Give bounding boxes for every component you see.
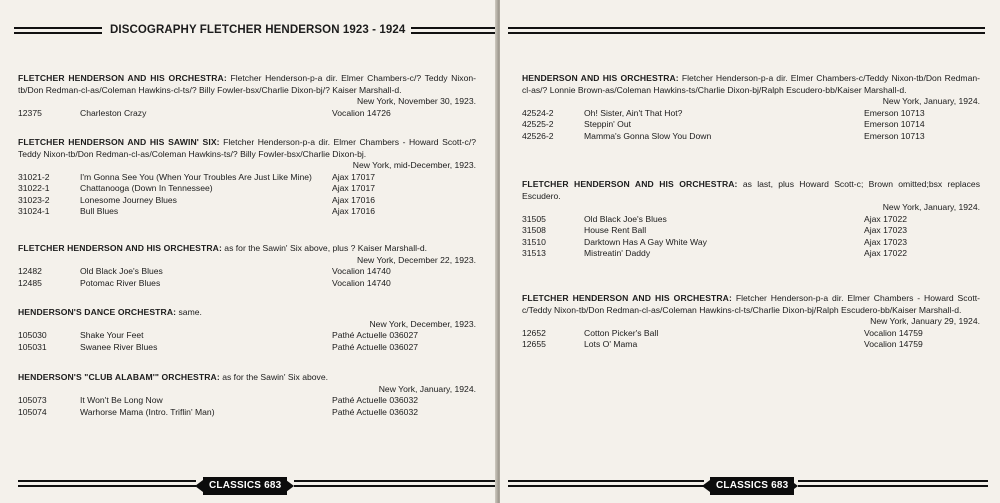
track-row xyxy=(522,225,980,237)
matrix-number: 105074 xyxy=(18,406,47,417)
personnel-text: as for the Sawin' Six above. xyxy=(219,372,328,382)
session-block xyxy=(522,179,980,260)
record-label: Pathé Actuelle 036032 xyxy=(332,395,419,405)
session-lineup xyxy=(18,243,476,255)
band-name: FLETCHER HENDERSON AND HIS SAWIN' SIX: xyxy=(18,137,220,147)
track-title: Steppin' Out xyxy=(584,119,632,129)
band-name: FLETCHER HENDERSON AND HIS ORCHESTRA: xyxy=(522,179,738,189)
track-title: Charleston Crazy xyxy=(80,107,147,118)
track-title: Mistreatin' Daddy xyxy=(584,248,651,258)
track-title: Old Black Joe's Blues xyxy=(80,266,163,276)
personnel-text: Fletcher Henderson-p-a dir. Elmer Chambers - Howard Scott-c/Teddy Nixon-tb/Don Redman-cl-as/Coleman Hawkins-cl-ts/Charlie Dixon-bj/Ralph Escudero-bb/Kaiser Marshall-d. xyxy=(522,293,980,315)
track-title: Swanee River Blues xyxy=(80,341,158,352)
page-title: DISCOGRAPHY FLETCHER HENDERSON 1923 - 1924 xyxy=(104,24,411,36)
session-place-date: New York, November 30, 1923. xyxy=(357,96,476,106)
matrix-number: 31510 xyxy=(522,236,546,247)
band-name: HENDERSON AND HIS ORCHESTRA: xyxy=(522,73,679,83)
track-row xyxy=(522,214,980,226)
matrix-number: 12375 xyxy=(18,107,42,118)
record-label: Pathé Actuelle 036027 xyxy=(332,330,419,340)
track-row xyxy=(522,248,980,260)
track-row xyxy=(522,339,980,351)
track-row xyxy=(18,278,476,290)
track-title: Lots O' Mama xyxy=(584,339,638,349)
record-label: Emerson 10713 xyxy=(864,130,925,141)
record-label: Vocalion 14740 xyxy=(332,277,391,288)
left-page xyxy=(0,0,496,503)
header-rule-right-page xyxy=(508,27,985,34)
track-row xyxy=(18,108,476,120)
track-row xyxy=(522,119,980,131)
matrix-number: 105030 xyxy=(18,330,47,340)
session-lineup xyxy=(522,73,980,96)
record-label: Vocalion 14759 xyxy=(864,339,923,349)
track-title: Shake Your Feet xyxy=(80,330,144,340)
matrix-number: 42525-2 xyxy=(522,119,554,129)
matrix-number: 42526-2 xyxy=(522,130,554,141)
track-row xyxy=(522,328,980,340)
matrix-number: 12655 xyxy=(522,339,546,349)
record-label: Emerson 10713 xyxy=(864,107,925,118)
track-row xyxy=(18,266,476,278)
record-label: Emerson 10714 xyxy=(864,119,925,129)
matrix-number: 12482 xyxy=(18,266,42,276)
record-label: Ajax 17016 xyxy=(332,206,376,216)
personnel-text: same. xyxy=(176,307,202,317)
matrix-number: 105073 xyxy=(18,395,47,405)
track-row xyxy=(522,108,980,120)
track-title: Cotton Picker's Ball xyxy=(584,327,659,338)
track-row xyxy=(18,407,476,419)
personnel-text: Fletcher Henderson-p-a dir. Elmer Chambers-c/? Teddy Nixon-tb/Don Redman-cl-as/Coleman Hawkins-cl-ts/? Billy Fowler-bsx/Charlie Dixon-bj/? Kaiser Marshall-d. xyxy=(18,73,476,95)
series-badge-right: CLASSICS 683 xyxy=(710,477,794,495)
session-place-date: New York, January, 1924. xyxy=(378,383,476,394)
badge-arrow-right-icon xyxy=(790,480,798,492)
footer-rule-right-b xyxy=(798,480,988,487)
personnel-text: as for the Sawin' Six above, plus ? Kaiser Marshall-d. xyxy=(221,243,428,253)
series-badge-left: CLASSICS 683 xyxy=(203,477,287,495)
personnel-text: Fletcher Henderson-p-a dir. Elmer Chambers - Howard Scott-c/? Teddy Nixon-tb/Don Redman-cl-as/Coleman Hawkins-ts/? Billy Fowler-bsx/Charlie Dixon-bj. xyxy=(18,137,476,159)
session-lineup xyxy=(18,137,476,160)
record-label: Ajax 17016 xyxy=(332,194,376,205)
matrix-number: 31508 xyxy=(522,225,546,235)
session-block xyxy=(18,307,476,353)
track-title: Lonesome Journey Blues xyxy=(80,194,177,205)
band-name: HENDERSON'S DANCE ORCHESTRA: xyxy=(18,307,177,317)
track-row xyxy=(18,172,476,184)
session-lineup xyxy=(18,307,476,319)
track-title: Bull Blues xyxy=(80,206,119,216)
session-lineup xyxy=(522,179,980,202)
matrix-number: 105031 xyxy=(18,341,47,352)
session-place-date: New York, mid-December, 1923. xyxy=(352,160,476,170)
session-place-date: New York, December 22, 1923. xyxy=(357,254,476,265)
track-title: I'm Gonna See You (When Your Troubles Are Just Like Mine) xyxy=(80,171,312,182)
record-label: Ajax 17017 xyxy=(332,171,376,182)
footer-rule-left-a xyxy=(18,480,196,487)
session-block xyxy=(522,73,980,142)
track-row xyxy=(522,131,980,143)
badge-arrow-right-icon xyxy=(286,480,294,492)
matrix-number: 42524-2 xyxy=(522,107,554,118)
band-name: FLETCHER HENDERSON AND HIS ORCHESTRA: xyxy=(18,243,222,253)
track-title: Chattanooga (Down In Tennessee) xyxy=(80,183,213,193)
record-label: Ajax 17017 xyxy=(332,183,376,193)
track-title: Darktown Has A Gay White Way xyxy=(584,236,707,247)
track-title: Mamma's Gonna Slow You Down xyxy=(584,130,712,141)
track-row xyxy=(18,195,476,207)
track-title: House Rent Ball xyxy=(584,225,647,235)
session-place-date: New York, January 29, 1924. xyxy=(870,316,980,326)
record-label: Pathé Actuelle 036027 xyxy=(332,341,419,352)
matrix-number: 31505 xyxy=(522,213,546,224)
band-name: FLETCHER HENDERSON AND HIS ORCHESTRA: xyxy=(18,73,227,83)
matrix-number: 31513 xyxy=(522,248,546,258)
personnel-text: as last, plus Howard Scott-c; Brown omitted;bsx replaces Escudero. xyxy=(522,179,980,201)
band-name: FLETCHER HENDERSON AND HIS ORCHESTRA: xyxy=(522,293,732,303)
footer-rule-right-a xyxy=(508,480,704,487)
matrix-number: 12652 xyxy=(522,327,546,338)
record-label: Pathé Actuelle 036032 xyxy=(332,406,419,417)
track-title: Potomac River Blues xyxy=(80,277,161,288)
track-title: Warhorse Mama (Intro. Triflin' Man) xyxy=(80,406,215,417)
badge-arrow-left-icon xyxy=(702,480,710,492)
footer-rule-left-b xyxy=(294,480,496,487)
matrix-number: 31024-1 xyxy=(18,206,50,216)
matrix-number: 31023-2 xyxy=(18,194,50,205)
matrix-number: 12485 xyxy=(18,277,42,288)
session-place-date: New York, January, 1924. xyxy=(882,202,980,212)
track-row xyxy=(18,330,476,342)
session-block xyxy=(18,137,476,218)
track-title: Oh! Sister, Ain't That Hot? xyxy=(584,107,683,118)
right-page xyxy=(500,0,1000,503)
header-rule-left xyxy=(14,27,102,34)
badge-arrow-left-icon xyxy=(195,480,203,492)
band-name: HENDERSON'S "CLUB ALABAM'" ORCHESTRA: xyxy=(18,372,220,382)
record-label: Ajax 17022 xyxy=(864,248,908,258)
record-label: Ajax 17023 xyxy=(864,225,908,235)
record-label: Ajax 17022 xyxy=(864,213,908,224)
record-label: Vocalion 14740 xyxy=(332,266,391,276)
track-row xyxy=(18,395,476,407)
matrix-number: 31022-1 xyxy=(18,183,50,193)
record-label: Ajax 17023 xyxy=(864,236,908,247)
session-block xyxy=(18,73,476,119)
session-lineup xyxy=(18,372,476,384)
track-row xyxy=(522,237,980,249)
session-block xyxy=(522,293,980,351)
session-place-date: New York, December, 1923. xyxy=(369,318,476,329)
matrix-number: 31021-2 xyxy=(18,171,50,182)
session-lineup xyxy=(522,293,980,316)
track-title: It Won't Be Long Now xyxy=(80,395,163,405)
track-row xyxy=(18,183,476,195)
record-label: Vocalion 14759 xyxy=(864,327,923,338)
record-label: Vocalion 14726 xyxy=(332,107,391,118)
session-block xyxy=(18,372,476,418)
track-row xyxy=(18,342,476,354)
personnel-text: Fletcher Henderson-p-a dir. Elmer Chambers-c/Teddy Nixon-tb/Don Redman-cl-as/? Lonnie Brown-as/Coleman Hawkins-ts/Charlie Dixon-bj/Ralph Escudero-bb/Kaiser Marshall-d. xyxy=(522,73,980,95)
track-row xyxy=(18,206,476,218)
session-block xyxy=(18,243,476,289)
session-place-date: New York, January, 1924. xyxy=(882,96,980,106)
track-title: Old Black Joe's Blues xyxy=(584,213,667,224)
session-lineup xyxy=(18,73,476,96)
